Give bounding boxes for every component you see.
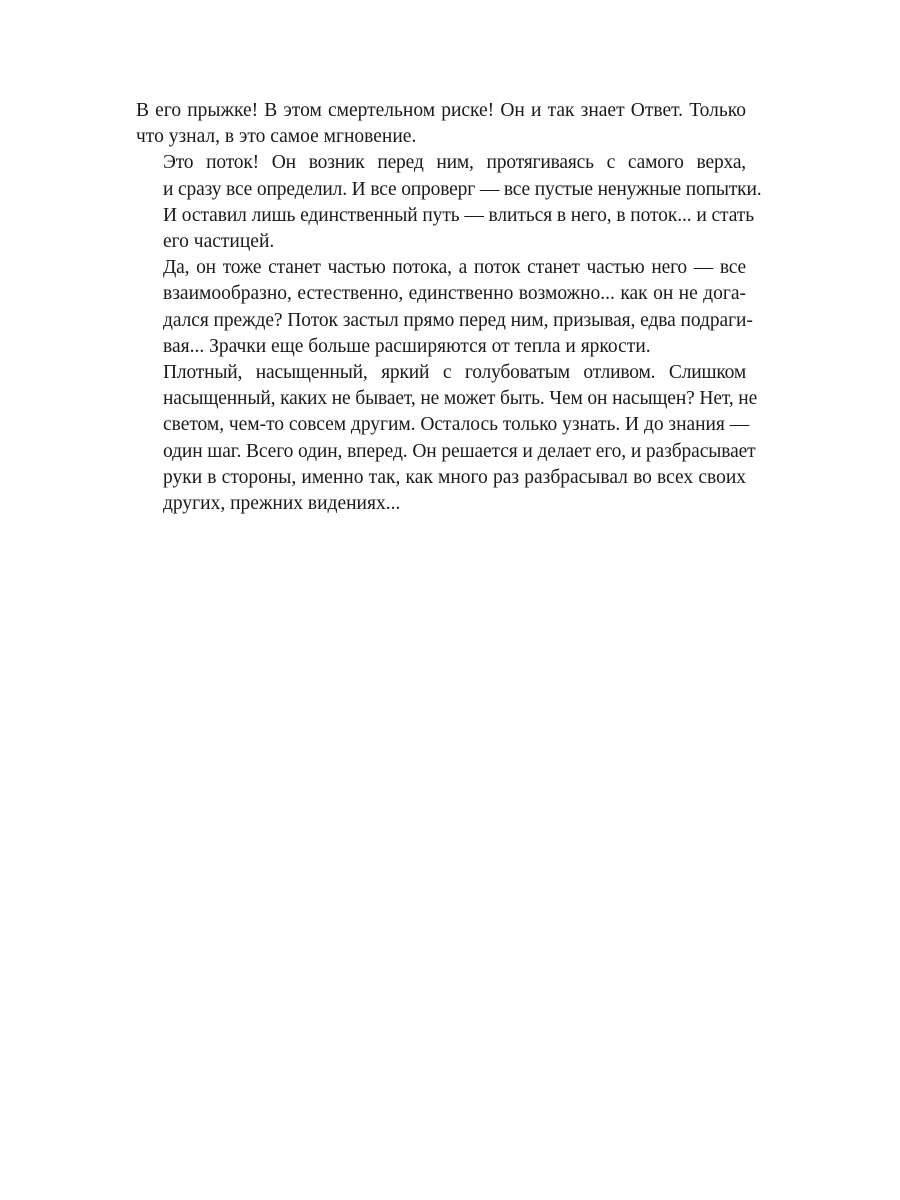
text-line: что узнал, в это самое мгновение.	[136, 126, 417, 148]
paragraph-2	[136, 150, 762, 255]
text-line: насыщенный, каких не бывает, не может быть. Чем он насыщен? Нет, не	[163, 388, 758, 410]
text-line: И оставил лишь единственный путь — влиться в него, в поток... и стать	[163, 204, 755, 226]
text-line: дался прежде? Поток застыл прямо перед ним, призывая, едва подраги-	[163, 309, 753, 331]
book-page-text	[136, 98, 762, 517]
text-line: Да, он тоже станет частью потока, а поток станет частью него — все	[163, 257, 746, 279]
text-line: светом, чем-то совсем другим. Осталось только узнать. И до знания —	[163, 414, 750, 436]
text-line: и сразу все определил. И все опроверг — все пустые ненужные попытки.	[163, 178, 762, 200]
text-line: других, прежних видениях...	[163, 493, 401, 515]
text-line: руки в стороны, именно так, как много раз разбрасывал во всех своих	[163, 466, 746, 488]
text-line: Плотный, насыщенный, яркий с голубоватым отливом. Слишком	[163, 362, 746, 384]
text-line: вая... Зрачки еще больше расширяются от тепла и яркости.	[163, 335, 651, 357]
text-line: один шаг. Всего один, вперед. Он решается и делает его, и разбрасывает	[163, 440, 756, 462]
paragraph-4	[136, 360, 758, 517]
paragraph-3	[136, 255, 753, 360]
text-line: В его прыжке! В этом смертельном риске! Он и так знает Ответ. Только	[136, 100, 746, 121]
text-line: его частицей.	[163, 231, 275, 253]
text-line: Это поток! Он возник перед ним, протягиваясь с самого верха,	[163, 152, 746, 174]
paragraph-1	[136, 98, 746, 150]
text-line: взаимообразно, естественно, единственно возможно... как он не дога-	[163, 283, 746, 305]
